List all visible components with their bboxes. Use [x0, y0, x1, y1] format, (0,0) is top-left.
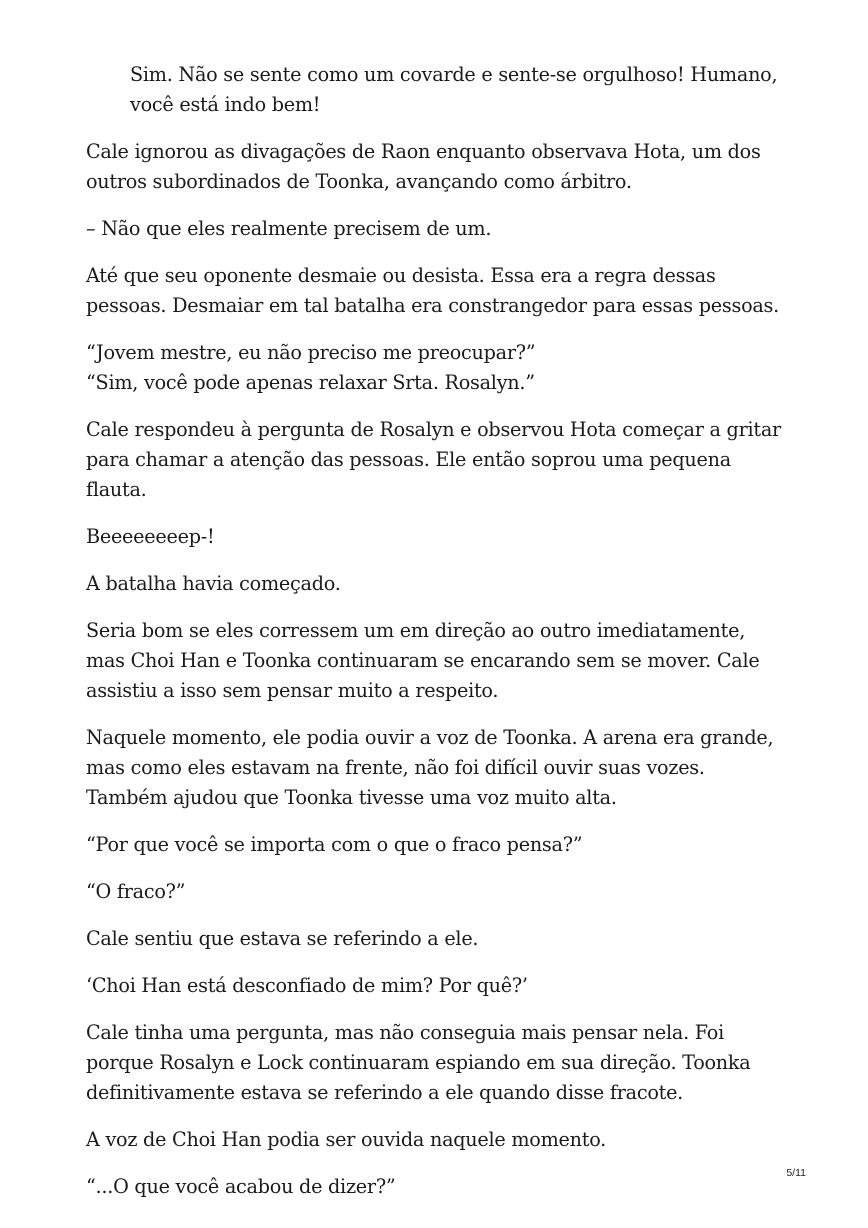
- document-body: [86, 60, 786, 1219]
- paragraph: Cale sentiu que estava se referindo a ele.: [86, 927, 479, 950]
- dialogue-line: “...O que você acabou de dizer?”: [86, 1175, 396, 1198]
- page-number: 5/11: [786, 1167, 806, 1179]
- paragraph: – Não que eles realmente precisem de um.: [86, 217, 492, 240]
- dialogue-line: “Por que você se importa com o que o fraco pensa?”: [86, 833, 583, 856]
- paragraph: Até que seu oponente desmaie ou desista. Essa era a regra dessas pessoas. Desmaiar em tal batalha era constrangedor para essas pessoas.: [86, 264, 779, 317]
- paragraph: Beeeeeeeep-!: [86, 525, 215, 548]
- dialogue-line: “Sim, você pode apenas relaxar Srta. Rosalyn.”: [86, 371, 535, 394]
- thought-line: ‘Choi Han está desconfiado de mim? Por quê?’: [86, 974, 528, 997]
- paragraph: A voz de Choi Han podia ser ouvida naquele momento.: [86, 1128, 607, 1151]
- paragraph: Cale tinha uma pergunta, mas não conseguia mais pensar nela. Foi porque Rosalyn e Lock continuaram espiando em sua direção. Toonka definitivamente estava se referindo a ele quando disse fracote.: [86, 1021, 751, 1104]
- dialogue-line: “Jovem mestre, eu não preciso me preocupar?”: [86, 341, 536, 364]
- paragraph: A batalha havia começado.: [86, 572, 341, 595]
- dialogue-line: “O fraco?”: [86, 880, 186, 903]
- paragraph-raon-thought: Sim. Não se sente como um covarde e sente-se orgulhoso! Humano, você está indo bem!: [130, 63, 778, 116]
- paragraph: Naquele momento, ele podia ouvir a voz de Toonka. A arena era grande, mas como eles estavam na frente, não foi difícil ouvir suas vozes. Também ajudou que Toonka tivesse uma voz muito alta.: [86, 726, 774, 809]
- paragraph: Cale ignorou as divagações de Raon enquanto observava Hota, um dos outros subordinados de Toonka, avançando como árbitro.: [86, 140, 761, 193]
- paragraph: Seria bom se eles corressem um em direção ao outro imediatamente, mas Choi Han e Toonka continuaram se encarando sem se mover. Cale assistiu a isso sem pensar muito a respeito.: [86, 619, 760, 702]
- paragraph: Cale respondeu à pergunta de Rosalyn e observou Hota começar a gritar para chamar a atenção das pessoas. Ele então soprou uma pequena flauta.: [86, 418, 781, 501]
